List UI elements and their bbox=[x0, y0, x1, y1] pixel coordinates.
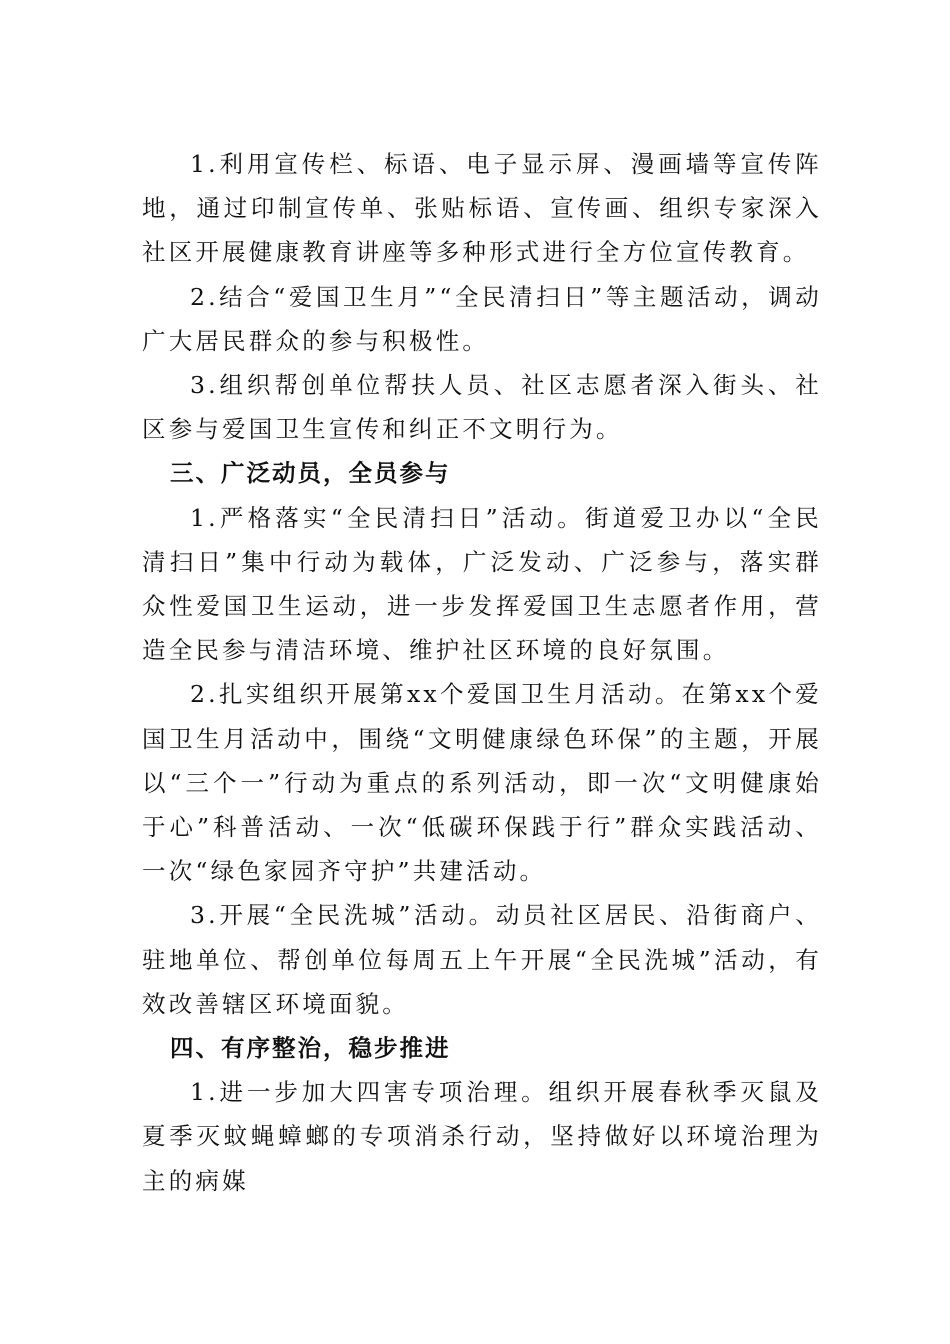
section-heading-mobilization: 三、广泛动员，全员参与 bbox=[170, 459, 451, 488]
paragraph-promotion-1: 1.利用宣传栏、标语、电子显示屏、漫画墙等宣传阵地，通过印制宣传单、张贴标语、宣传画、组织专家深入社区开展健康教育讲座等多种形式进行全方位宣传教育。 bbox=[142, 150, 822, 267]
paragraph-rectification-1: 1.进一步加大四害专项治理。组织开展春秋季灭鼠及夏季灭蚊蝇蟑螂的专项消杀行动，坚持做好以环境治理为主的病媒 bbox=[142, 1078, 822, 1195]
paragraph-mobilization-2: 2.扎实组织开展第xx个爱国卫生月活动。在第xx个爱国卫生月活动中，围绕“文明健康绿色环保”的主题，开展以“三个一”行动为重点的系列活动，即一次“文明健康始于心”科普活动、一次“低碳环保践于行”群众实践活动、一次“绿色家园齐守护”共建活动。 bbox=[142, 680, 822, 886]
paragraph-mobilization-1: 1.严格落实“全民清扫日”活动。街道爱卫办以“全民清扫日”集中行动为载体，广泛发动、广泛参与，落实群众性爱国卫生运动，进一步发挥爱国卫生志愿者作用，营造全民参与清洁环境、维护社区环境的良好氛围。 bbox=[142, 503, 822, 665]
document-body bbox=[142, 142, 822, 1203]
paragraph-mobilization-3: 3.开展“全民洗城”活动。动员社区居民、沿街商户、驻地单位、帮创单位每周五上午开展“全民洗城”活动，有效改善辖区环境面貌。 bbox=[142, 901, 822, 1018]
paragraph-promotion-2: 2.结合“爱国卫生月”“全民清扫日”等主题活动，调动广大居民群众的参与积极性。 bbox=[142, 282, 822, 355]
section-heading-rectification: 四、有序整治，稳步推进 bbox=[170, 1034, 451, 1063]
paragraph-promotion-3: 3.组织帮创单位帮扶人员、社区志愿者深入街头、社区参与爱国卫生宣传和纠正不文明行为。 bbox=[142, 371, 822, 444]
